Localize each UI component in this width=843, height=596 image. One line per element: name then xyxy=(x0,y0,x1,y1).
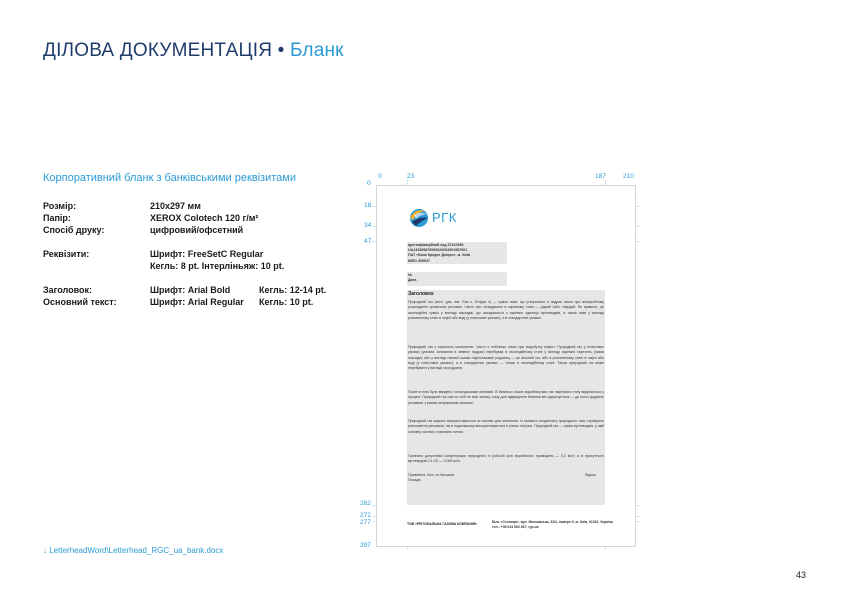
letter-paragraph: Помітти нові були введено голландськими вченими. В багатьох інших виробництвах газ нафтового типу виділяється у процесі. Природний газ сам по собі не має запаху, тому для підвищення безпеки він одоризується — до нього додають речовини з різким неприємним запахом. xyxy=(408,390,604,405)
ruler-left-18: 18 xyxy=(364,202,372,209)
section-title: ДІЛОВА ДОКУМЕНТАЦІЯ xyxy=(43,40,273,61)
size-value: 210х297 мм xyxy=(150,201,201,211)
bank-details-block xyxy=(407,242,507,264)
download-arrow-icon: ↓ xyxy=(43,546,47,555)
bank-line: МФО 305947 xyxy=(408,258,430,263)
letter-paragraph: Природний газ (англ. gas; нім. Gas n, Erdgas n) — суміш газів, що утворилася в надрах землі при анаеробному розкладанні органічних речовин. Часто при складуванні в окремому стані — рідкий і/або твердий. Як правило, це газоподібна суміш у вигляді покладів, що складаються з окремих одиниць вуглеводнів, а також газів у вигляді розчиненому стані в нафті або воді (у пластових умовах), а в стандартних умовах. xyxy=(408,300,604,320)
footer-address: Біль «Столиця», вул. Московська, 32/2, поверх 9, м. Київ, 01010, Україна xyxy=(492,520,613,524)
size-label: Розмір: xyxy=(43,201,77,211)
requisites-font: Шрифт: FreeSetC Regular xyxy=(150,249,264,259)
letter-paragraph: Природний газ є корисною копалиною. Часто є побічним газом при видобутку нафти. Природний газ у пластових умовах (умовах залягання в земних надрах) перебуває в газоподібному стані у вигляді окремих скупчень (газові поклади) або у вигляді газової шапки нафтогазових родовищ — це вільний газ, або в розчиненому стані в нафті або воді (у пластових умовах), а в стандартних умовах — тільки в газоподібному стані. Також природний газ може перебувати у вигляді газогідратів. xyxy=(408,345,604,371)
body-label: Основний текст: xyxy=(43,297,117,307)
file-link[interactable] xyxy=(43,546,223,555)
signature-block xyxy=(408,473,604,487)
ruler-left-262: 262 xyxy=(360,500,371,507)
heading-font: Шрифт: Arial Bold xyxy=(150,285,231,295)
footer-company: ТОВ «РЕГІОНАЛЬНА ГАЗОВА КОМПАНІЯ» xyxy=(407,522,478,526)
number-date-block xyxy=(407,272,507,286)
paper-label: Папір: xyxy=(43,213,71,223)
body-size: Кегль: 10 pt. xyxy=(259,297,314,307)
bank-line: UA133399870000026003301957001 xyxy=(408,248,468,253)
logo-wordmark: РГК xyxy=(432,210,457,225)
footer-address-block xyxy=(492,520,613,530)
ruler-left-47: 47 xyxy=(364,238,372,245)
print-label: Спосіб друку: xyxy=(43,225,105,235)
requisites-label: Реквізити: xyxy=(43,249,90,259)
ruler-left-277: 277 xyxy=(360,519,371,526)
ruler-top-23: 23 xyxy=(407,173,415,180)
rgk-logo-icon xyxy=(407,206,431,228)
ruler-left-34: 34 xyxy=(364,222,372,229)
title-bullet: • xyxy=(277,40,285,61)
file-path: LetterheadWord\Letterhead_RGC_ua_bank.docx xyxy=(49,546,224,555)
number-label: № xyxy=(408,273,413,277)
page-number: 43 xyxy=(796,570,807,580)
section-subtitle: Корпоративний бланк з банківськими реквізитами xyxy=(43,172,296,184)
position-text: Посада xyxy=(408,478,421,483)
regards-text: Правління, Їм'я, по батькові, xyxy=(408,473,455,477)
footer-contacts: тел.: +38 044 593 267; rgc.ua xyxy=(492,525,539,529)
page-title xyxy=(43,40,344,62)
heading-size: Кегль: 12-14 pt. xyxy=(259,285,327,295)
paper-value: XEROX Colotech 120 г/м² xyxy=(150,213,259,223)
ruler-top-210: 210 xyxy=(623,173,634,180)
body-font: Шрифт: Arial Regular xyxy=(150,297,244,307)
letter-paragraph: Природний газ широко використовується як паливо для опалення. Із газового конденсату природного газу отримують різноманітні речовини, які в подальшому використовуються в різних галузях. Природний газ — суміш вуглеводнів, у якій основну частину становить метан. xyxy=(408,419,604,434)
letter-heading: Заголовок xyxy=(408,291,434,297)
print-value: цифровий/офсетний xyxy=(150,225,244,235)
signature-label: Підпис xyxy=(584,473,596,477)
topic-title: Бланк xyxy=(289,40,344,61)
ruler-top-187: 187 xyxy=(595,173,606,180)
letter-paragraph: Гранично допустима концентрація природного в робочій зоні виробничих приміщень — 0,3 мг/л, а в присутності вуглеводнів С1-С5 — 0,005 мг/л. xyxy=(408,454,604,464)
letter-body-block xyxy=(407,290,605,505)
ruler-left-0: 0 xyxy=(367,180,371,187)
requisites-size: Кегль: 8 pt. Інтерліньяж: 10 pt. xyxy=(150,261,285,271)
ruler-top-0: 0 xyxy=(378,173,382,180)
bank-line: ПАТ «Банк Кредит Дніпро», м. Київ xyxy=(408,253,470,258)
heading-label: Заголовок: xyxy=(43,285,93,295)
ruler-left-297: 297 xyxy=(360,542,371,549)
bank-line: Ідентифікаційний код 37410956 xyxy=(408,243,464,247)
ruler-left-272: 272 xyxy=(360,512,371,519)
date-label: Дата xyxy=(408,278,417,283)
